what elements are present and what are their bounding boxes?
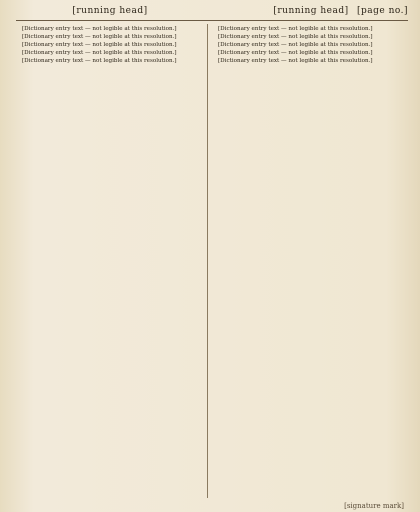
dictionary-entry: [Dictionary entry text — not legible at this resolution.] (22, 33, 177, 40)
dictionary-entry: [Dictionary entry text — not legible at this resolution.] (218, 57, 373, 64)
dictionary-entry: [Dictionary entry text — not legible at this resolution.] (218, 33, 373, 40)
running-head-right: [running head] (273, 6, 349, 16)
dictionary-entry: [Dictionary entry text — not legible at this resolution.] (218, 41, 373, 48)
right-column (212, 26, 408, 500)
dictionary-entry: [Dictionary entry text — not legible at this resolution.] (218, 49, 373, 56)
column-divider (207, 24, 208, 498)
header-rule (16, 20, 408, 21)
page-number: [page no.] (356, 6, 408, 16)
dictionary-entry: [Dictionary entry text — not legible at this resolution.] (22, 49, 177, 56)
dictionary-entry: [Dictionary entry text — not legible at this resolution.] (22, 57, 177, 64)
dictionary-entry: [Dictionary entry text — not legible at this resolution.] (22, 41, 177, 48)
dictionary-entry: [Dictionary entry text — not legible at this resolution.] (218, 26, 373, 32)
dictionary-entry: [Dictionary entry text — not legible at this resolution.] (22, 26, 177, 32)
left-column (16, 26, 204, 500)
running-head-left: [running head] (72, 6, 148, 16)
signature-mark: [signature mark] (344, 502, 404, 510)
